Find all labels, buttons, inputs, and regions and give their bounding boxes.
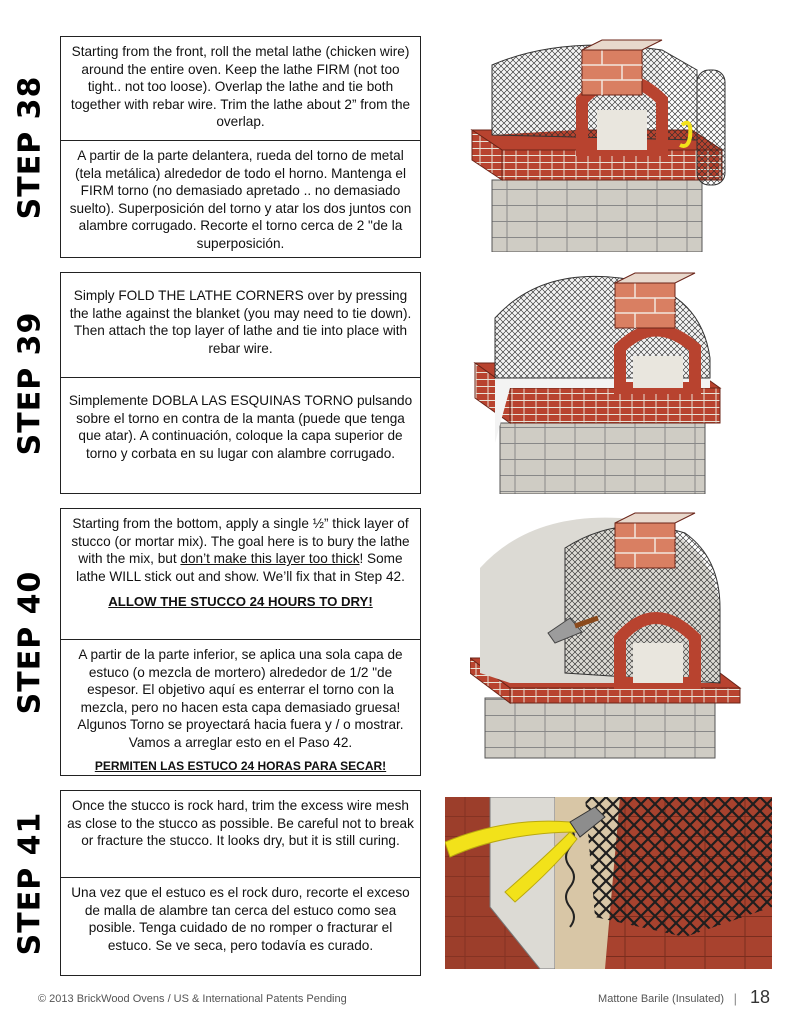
step-39-label: STEP 39 (12, 311, 48, 455)
step-40-english: Starting from the bottom, apply a single ½” thick layer of stucco (or mortar mix). The goal here is to bury the lathe with the mix, but don’t make this layer too thick! Some lathe WILL stick out and show. We’ll fix that in Step 42. ALLOW THE STUCCO 24 HOURS TO DRY! (61, 509, 420, 639)
step-38-english: Starting from the front, roll the metal lathe (chicken wire) around the entire oven. Keep the lathe FIRM (not too tight.. not too loose). Overlap the lathe and tie both together with rebar wire. Trim the lathe about 2” from the overlap. (70, 44, 411, 130)
footer-separator: | (733, 991, 737, 1006)
step-40-english-note: ALLOW THE STUCCO 24 HOURS TO DRY! (108, 594, 373, 610)
step-38-label: STEP 38 (12, 75, 48, 219)
step-41-english: Once the stucco is rock hard, trim the excess wire mesh as close to the stucco as possible. Be careful not to break or fracture the stucco. It looks dry, but it is still curing. (67, 798, 414, 849)
step-39-box (60, 272, 421, 494)
step-41-illustration (445, 797, 772, 969)
footer-copyright: © 2013 BrickWood Ovens / US & International Patents Pending (38, 993, 347, 1005)
page-number: 18 (749, 987, 770, 1007)
step-39-illustration (470, 268, 740, 494)
footer-product: Mattone Barile (Insulated) (598, 993, 724, 1005)
step-40-spanish-note: PERMITEN LAS ESTUCO 24 HORAS PARA SECAR! (94, 758, 387, 773)
step-41-spanish: Una vez que el estuco es el rock duro, recorte el exceso de malla de alambre tan cerca del estuco como sea posible. Tenga cuidado de no romper o fracturar el estuco. Se ve seca, pero todavía es curado. (61, 877, 420, 976)
step-38-illustration (462, 30, 752, 252)
step-38-box (60, 36, 421, 258)
step-41-box (60, 790, 421, 976)
step-41-label: STEP 41 (12, 811, 48, 955)
page-footer (0, 987, 794, 1011)
step-40-label: STEP 40 (12, 570, 48, 714)
step-40-box (60, 508, 421, 776)
step-40-illustration (470, 508, 752, 770)
step-40-spanish: A partir de la parte inferior, se aplica una sola capa de estuco (o mezcla de mortero) alrededor de 1/2 "de espesor. El objetivo aquí es enterrar el torno con la mezcla, pero no hacen esta capa demasiado gruesa! Algunos Torno se proyectará hacia fuera y / o mostrar. Vamos a arreglar esto en el Paso 42. PERMITEN LAS ESTUCO 24 HORAS PARA SECAR! (61, 639, 420, 776)
step-40-english-underlined: don’t make this layer too thick (180, 551, 360, 567)
step-38-spanish: A partir de la parte delantera, rueda del torno de metal (tela metálica) alrededor de todo el horno. Mantenga el FIRM torno (no demasiado apretado .. no demasiado suelto). Superposición del torno y atar los dos juntos con alambre corrugado. Recorte el torno cerca de 2 "de la superposición. (61, 140, 420, 258)
step-39-spanish: Simplemente DOBLA LAS ESQUINAS TORNO pulsando sobre el torno en contra de la manta (puede que tenga que atar). A continuación, coloque la capa superior de torno y corbata en su lugar con alambre corrugado. (61, 377, 420, 494)
step-39-english: Simply FOLD THE LATHE CORNERS over by pressing the lathe against the blanket (you may need to tie down). Then attach the top layer of lathe and tie into place with rebar wire. (69, 288, 412, 356)
